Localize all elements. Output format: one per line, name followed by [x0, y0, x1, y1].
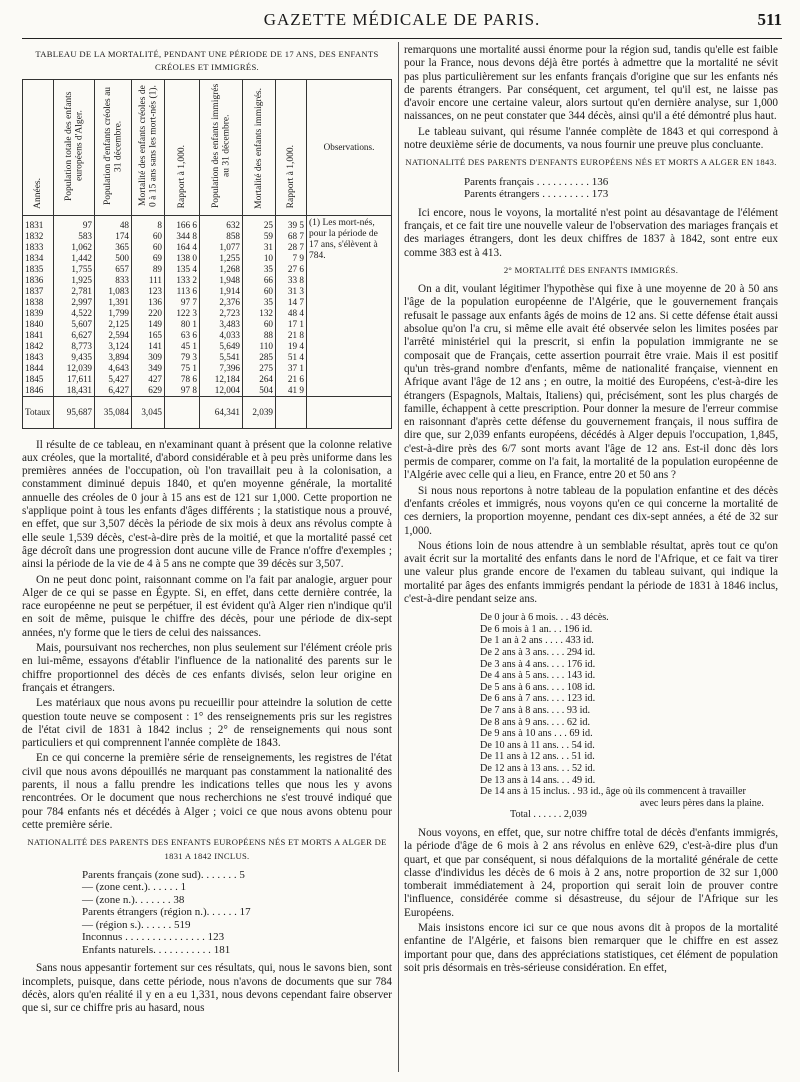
table-cell: 132: [243, 308, 276, 319]
total-cell: 95,687: [54, 396, 95, 428]
list-item: [464, 176, 778, 189]
col-header: [243, 79, 276, 215]
table-cell: 97 7: [165, 297, 200, 308]
list-item-label: — (région s.). . . . . .: [82, 918, 172, 931]
table-cell: 2,125: [95, 319, 132, 330]
mortality-table: [22, 79, 392, 429]
paragraph: remarquons une mortalité aussi énorme pour la région sud, tandis qu'elle est faible pour la France, nous devons déjà être portés à admettre que la mortalité ne sévit pas plus particulièrement sur les enfants français d'origine que sur les enfants nés de parents étrangers. Par conséquent, cet argument, tel qu'il est, ne laisse pas d'avoir encore une certaine valeur, alors surtout qu'en dernière analyse, sur 1,000 naissances, on ne peut constater que 344 décès, ainsi qu'il a été démontré plus haut.: [404, 44, 778, 123]
table-cell: 220: [132, 308, 165, 319]
table-caption: [22, 48, 392, 75]
table-cell: 35: [243, 297, 276, 308]
age-value: 69 id.: [566, 728, 593, 740]
table-cell: 78 6: [165, 374, 200, 385]
table-cell: 657: [95, 264, 132, 275]
table-cell: 264: [243, 374, 276, 385]
table-cell: 2,376: [200, 297, 243, 308]
paragraph: Ici encore, nous le voyons, la mortalité n'est point au désavantage de l'élément français, et ce fait tire une nouvelle valeur de l'observation des mariages français et des mariages étrangers, dont les deux chiffres de 1837 à 1842, sont entre eux comme 383 est à 413.: [404, 206, 778, 259]
table-cell: 309: [132, 352, 165, 363]
total-cell: [165, 396, 200, 428]
table-cell: 285: [243, 352, 276, 363]
table-cell: 1,799: [95, 308, 132, 319]
table-cell: 39 5: [276, 215, 307, 231]
list-item-value: 173: [588, 188, 609, 201]
list-item-value: 1: [177, 881, 187, 894]
table-cell: 41 9: [276, 385, 307, 397]
table-cell: 500: [95, 253, 132, 264]
right-column: [404, 44, 778, 977]
col-header-label: Années.: [32, 177, 43, 209]
table-cell: 141: [132, 341, 165, 352]
table-cell: 2,594: [95, 330, 132, 341]
paragraph: Les matériaux que nous avons pu recueillir pour atteindre la solution de cette question toute neuve se composent : 1° des renseignements pris sur les registres de l'état civil de 1831 à 1842 inclus ; 2° de renseignements qui nous sont particuliers et qui comprennent l'année complète de 1843.: [22, 697, 392, 750]
age-value: 54 id.: [569, 739, 595, 751]
table-cell: 833: [95, 275, 132, 286]
age-label: De 2 ans à 3 ans. . . .: [480, 647, 565, 659]
age-value: 108 id.: [564, 681, 596, 693]
table-cell: 858: [200, 231, 243, 242]
table-cell: 1,268: [200, 264, 243, 275]
table-cell: 1842: [23, 341, 54, 352]
age-note: avec leurs pères dans la plaine.: [640, 797, 764, 809]
nationality-list-1843: [464, 176, 778, 201]
table-cell: 1832: [23, 231, 54, 242]
table-cell: 1839: [23, 308, 54, 319]
table-cell: 17 1: [276, 319, 307, 330]
left-column: [22, 48, 392, 1017]
table-caption-line1: TABLEAU DE LA MORTALITÉ, PENDANT UNE PÉRIODE DE 17 ANS, DES ENFANTS: [35, 49, 379, 59]
table-cell: 123: [132, 286, 165, 297]
table-cell: 1,077: [200, 242, 243, 253]
table-cell: 427: [132, 374, 165, 385]
paragraph: Mais, poursuivant nos recherches, non plus seulement sur l'élément créole pris en lui-même, essayons d'établir l'influence de la nationalité des parents sur le chiffre proportionnel des décès de ces enfants divisés, selon leur origine en français et étrangers.: [22, 642, 392, 694]
table-cell: 19 4: [276, 341, 307, 352]
age-value: 49 id.: [569, 774, 596, 786]
table-cell: 4,033: [200, 330, 243, 341]
table-cell: 21 8: [276, 330, 307, 341]
age-row: [480, 647, 778, 659]
col-header: [132, 79, 165, 215]
table-cell: 1,914: [200, 286, 243, 297]
list-item: [464, 188, 778, 201]
total-cell: 64,341: [200, 396, 243, 428]
table-cell: 17,611: [54, 374, 95, 385]
table-cell: 88: [243, 330, 276, 341]
list-item-value: 5: [236, 868, 245, 881]
paragraph: Nous voyons, en effet, que, sur notre chiffre total de décès d'enfants immigrés, la période d'âge de 6 mois à 2 ans révolus en enlève 629, c'est-à-dire plus d'un quart, et que par conséquent, si nous défalquions de la mortalité générale de cette classe d'individus les décès de 6 mois à 2 ans, notre proportion de 32 sur 1,000 tomberait immédiatement à 24, proportion qui serait loin de prouver contre l'influence, considérée comme si désastreuse, du séjour de l'Afrique sur les Européens.: [404, 826, 778, 919]
col-header: [23, 79, 54, 215]
age-row: [480, 775, 778, 787]
age-row: [480, 786, 778, 798]
table-cell: 25: [243, 215, 276, 231]
age-label: De 12 ans à 13 ans. . .: [480, 763, 570, 774]
table-cell: 60: [132, 231, 165, 242]
paragraph: Si nous nous reportons à notre tableau de la population enfantine et des décès d'enfants créoles et immigrés, nous voyons qu'en ce qui concerne la mortalité de ces derniers, la proportion moyenne, pendant ces dix-sept années, a été de 32 sur 1,000.: [404, 484, 778, 537]
age-label: De 6 mois à 1 an. . .: [480, 623, 562, 635]
table-cell: 10: [243, 253, 276, 264]
table-cell: 1,062: [54, 242, 95, 253]
table-cell: 4,643: [95, 363, 132, 374]
table-cell: 37 1: [276, 363, 307, 374]
col-header: [276, 79, 307, 215]
totals-row: [23, 396, 392, 428]
age-label: De 11 ans à 12 ans. . .: [480, 751, 570, 763]
table-body: [23, 215, 392, 428]
nationality-list: [82, 869, 392, 957]
age-value: 93 id.: [564, 705, 591, 717]
age-value: 123 id.: [564, 693, 596, 705]
table-cell: 68 7: [276, 231, 307, 242]
age-row: [480, 624, 778, 636]
table-cell: 1834: [23, 253, 54, 264]
table-cell: 2,997: [54, 297, 95, 308]
table-cell: 4,522: [54, 308, 95, 319]
table-cell: 89: [132, 264, 165, 275]
table-cell: 344 8: [165, 231, 200, 242]
age-total: [510, 809, 778, 821]
table-cell: 1836: [23, 275, 54, 286]
table-cell: 5,649: [200, 341, 243, 352]
table-cell: 12,004: [200, 385, 243, 397]
table-cell: 60: [243, 286, 276, 297]
table-cell: 1843: [23, 352, 54, 363]
total-cell: 3,045: [132, 396, 165, 428]
paragraph: Mais insistons encore ici sur ce que nous avons dit à propos de la mortalité enfantine de l'Algérie, et faisons bien remarquer que le chiffre en est assez important pour que, dans des appréciations statistiques, cet élément de population soit pris désormais en très-sérieuse considération. En effet,: [404, 922, 778, 974]
col-header-label: Population des enfants immigrés au 31 décembre.: [210, 83, 231, 208]
paragraph: On ne peut donc point, raisonnant comme on l'a fait par analogie, arguer pour Alger de ce qui se passe en Égypte. Si, en effet, dans cette dernière contrée, la race européenne ne peut se perpétuer, il est évident qu'à Alger rien n'indique qu'il en soit de même, puisque le chiffre des décès, pour une période de dix-sept années, n'y forme que le tiers de celui des naissances.: [22, 573, 392, 639]
col-header-label: Population totale des enfants européens d'Alger.: [63, 90, 84, 201]
paragraph: On a dit, voulant légitimer l'hypothèse qui fixe à une moyenne de 20 à 50 ans l'âge de la population européenne de l'Algérie, que le gouvernement français refusait le passage aux enfants âgés de moins de 12 ans. Si cette défense était aussi absolue qu'on l'a cru, si même elle avait été observée selon les limites posées par l'arrêté ministériel qui la prescrit, si enfin la population immigrante ne se composait que de Français, cette assertion pourrait être vraie. Mais il est positif qu'un très-grand nombre d'enfants, même de nationalité française, viennent en Afrique avant l'âge de 12 ans ; en outre, la moitié des Européens, c'est-à-dire les étrangers (Espagnols, Maltais, Italiens) qui, précisément, sont les plus chargés de famille, échappent à cette prescription. Pour donner la mesure de l'erreur commise en raisonnant d'après cette défense du gouvernement français, il nous suffira de dire que, sur 2,039 enfants européens, décédés à Alger depuis l'occupation, 1,845, c'est-à-dire près des 6/7 sont morts avant l'âge de 12 ans. Est-il donc dès lors permis de comparer, comme on l'a fait, la mortalité de la population européenne de l'Algérie avec celle qui a lieu, en France, entre 20 et 50 ans ?: [404, 283, 778, 482]
list-item-label: Parents étrangers . . . . . . . . .: [464, 188, 589, 201]
table-cell: 174: [95, 231, 132, 242]
age-row: [480, 728, 778, 740]
paragraph: Sans nous appesantir fortement sur ces résultats, qui, nous le savons bien, sont incomplets, puisque, dans cette période, nous n'avons de documents que sur 784 décès, alors qu'en réalité il y en a eu 1,331, nous devons cependant faire observer que si, sur ce chiffre pris au hasard, nous: [22, 962, 392, 1015]
table-cell: 9,435: [54, 352, 95, 363]
table-caption-line2: CRÉOLES ET IMMIGRÉS.: [155, 62, 259, 73]
age-value: 143 id.: [564, 670, 596, 682]
age-value: 294 id.: [564, 647, 596, 659]
table-cell: 165: [132, 330, 165, 341]
table-cell: 14 7: [276, 297, 307, 308]
table-cell: 365: [95, 242, 132, 253]
table-cell: 12,184: [200, 374, 243, 385]
table-cell: 79 3: [165, 352, 200, 363]
list-item: [82, 919, 392, 932]
table-cell: 629: [132, 385, 165, 397]
table-cell: 3,124: [95, 341, 132, 352]
table-cell: 8: [132, 215, 165, 231]
table-cell: 1,925: [54, 275, 95, 286]
journal-title: GAZETTE MÉDICALE DE PARIS.: [263, 10, 541, 29]
table-cell: 136: [132, 297, 165, 308]
table-cell: 31 3: [276, 286, 307, 297]
table-cell: 97 8: [165, 385, 200, 397]
table-cell: 21 6: [276, 374, 307, 385]
table-cell: 1,948: [200, 275, 243, 286]
list-item-label: — (zone n.). . . . . . .: [82, 893, 171, 906]
table-cell: 60: [243, 319, 276, 330]
table-cell: 80 1: [165, 319, 200, 330]
age-row: [480, 693, 778, 705]
table-cell: 583: [54, 231, 95, 242]
list-item-value: 38: [170, 893, 185, 906]
table-cell: 1831: [23, 215, 54, 231]
table-cell: 6,627: [54, 330, 95, 341]
age-row: [480, 670, 778, 682]
table-cell: 275: [243, 363, 276, 374]
table-cell: 1,391: [95, 297, 132, 308]
table-cell: 135 4: [165, 264, 200, 275]
age-row: [480, 682, 778, 694]
page-header: [22, 10, 782, 40]
total-cell: 2,039: [243, 396, 276, 428]
section-heading: NATIONALITÉ DES PARENTS D'ENFANTS EUROPÉENS NÉS ET MORTS A ALGER EN 1843.: [405, 157, 777, 168]
age-value: 43 décès.: [568, 612, 609, 624]
table-cell: 1846: [23, 385, 54, 397]
age-row: [480, 659, 778, 671]
table-cell: 1,083: [95, 286, 132, 297]
table-cell: 349: [132, 363, 165, 374]
age-label: De 0 jour à 6 mois. . .: [480, 612, 569, 624]
age-total-value: 2,039: [561, 809, 587, 821]
age-total-label: Total . . . . . .: [510, 809, 562, 821]
age-label: De 7 ans à 8 ans. . . .: [480, 705, 565, 717]
age-row: [480, 705, 778, 717]
page-number: 511: [757, 10, 782, 29]
table-cell: 75 1: [165, 363, 200, 374]
list-item: [82, 869, 392, 882]
age-value: 62 id.: [564, 716, 591, 728]
age-label: De 9 ans à 10 ans . . .: [480, 728, 567, 740]
table-cell: 8,773: [54, 341, 95, 352]
table-cell: 59: [243, 231, 276, 242]
col-header-label: Mortalité des enfants immigrés.: [253, 87, 264, 209]
total-cell: 35,084: [95, 396, 132, 428]
age-row: [480, 740, 778, 752]
list-item: [82, 931, 392, 944]
paragraph: En ce qui concerne la première série de renseignements, les registres de l'état civil que nous avons dépouillés ne marquant pas constamment la nationalité des parents, il nous a fallu prendre les indications telles que nous les y avons rencontrées. Or le document que nous recherchions ne s'est trouvé indiqué que pour 784 enfants nés et décédés à Alger ; voici ce que nous avons obtenu pour cette première série.: [22, 752, 392, 831]
age-value: 433 id.: [562, 635, 594, 647]
list-item-label: Parents étrangers (région n.). . . . . .: [82, 906, 237, 919]
table-cell: 166 6: [165, 215, 200, 231]
age-row: [480, 635, 778, 647]
total-cell: [307, 396, 392, 428]
list-item: [82, 944, 392, 957]
col-header: [165, 79, 200, 215]
table-cell: 31: [243, 242, 276, 253]
age-label: De 13 ans à 14 ans. . .: [480, 774, 570, 786]
age-label: De 3 ans à 4 ans. . . .: [480, 658, 565, 670]
age-label: De 1 an à 2 ans . . . .: [480, 635, 563, 647]
col-header-label: Observations.: [323, 141, 375, 152]
table-cell: 2,781: [54, 286, 95, 297]
list-item-label: Parents français . . . . . . . . . .: [464, 175, 589, 188]
col-header-label: Rapport à 1,000.: [176, 145, 187, 209]
table-cell: 1840: [23, 319, 54, 330]
table-cell: 7,396: [200, 363, 243, 374]
table-cell: 48 4: [276, 308, 307, 319]
list-item-label: Parents français (zone sud). . . . . . .: [82, 868, 237, 881]
col-header-label: Rapport à 1,000.: [285, 145, 296, 209]
col-header-observations: [307, 79, 392, 215]
table-cell: 97: [54, 215, 95, 231]
table-cell: 1835: [23, 264, 54, 275]
age-mortality-list: [480, 612, 778, 821]
age-row: [480, 751, 778, 763]
age-value: 52 id.: [569, 763, 596, 774]
age-label: De 10 ans à 11 ans. . .: [480, 739, 570, 751]
section-heading: 2° MORTALITÉ DES ENFANTS IMMIGRÉS.: [503, 264, 679, 275]
section-heading: NATIONALITÉ DES PARENTS DES ENFANTS EUROPÉENS NÉS ET MORTS A ALGER DE 1831 A 1842 INCLUS.: [27, 837, 387, 861]
column-divider: [398, 42, 399, 1072]
list-item-value: 136: [588, 175, 609, 188]
table-cell: 3,483: [200, 319, 243, 330]
age-label: De 4 ans à 5 ans. . . .: [480, 670, 565, 682]
table-cell: 1838: [23, 297, 54, 308]
table-cell: 149: [132, 319, 165, 330]
table-cell: 133 2: [165, 275, 200, 286]
age-row: [480, 612, 778, 624]
table-cell: 3,894: [95, 352, 132, 363]
col-header: [200, 79, 243, 215]
list-item-value: 123: [204, 931, 225, 944]
col-header: [54, 79, 95, 215]
table-cell: 6,427: [95, 385, 132, 397]
table-cell: 7 9: [276, 253, 307, 264]
age-value: 93 id., âge où ils commencent à travailler: [575, 786, 746, 798]
age-value: 196 id.: [561, 623, 593, 635]
col-header-label: Population d'enfants créoles au 31 décembre.: [102, 86, 123, 205]
list-item: [82, 894, 392, 907]
table-cell: 1,755: [54, 264, 95, 275]
table-cell: 27 6: [276, 264, 307, 275]
col-header-label: Mortalité des enfants créoles de 0 à 15 ans sans les mort-nés (1).: [137, 84, 158, 207]
table-cell: 33 8: [276, 275, 307, 286]
table-cell: 110: [243, 341, 276, 352]
table-cell: 111: [132, 275, 165, 286]
left-text: [22, 439, 392, 1016]
col-header: [95, 79, 132, 215]
table-cell: 1,442: [54, 253, 95, 264]
total-cell: Totaux: [23, 396, 54, 428]
age-label: De 14 ans à 15 inclus. .: [480, 786, 576, 798]
list-item-label: Enfants naturels. . . . . . . . . . .: [82, 943, 211, 956]
table-row: [23, 215, 392, 231]
age-label: De 5 ans à 6 ans. . . .: [480, 681, 565, 693]
table-cell: 122 3: [165, 308, 200, 319]
table-cell: 5,541: [200, 352, 243, 363]
list-item-label: — (zone cent.). . . . . .: [82, 881, 178, 894]
table-cell: 5,607: [54, 319, 95, 330]
table-cell: 28 7: [276, 242, 307, 253]
table-cell: 504: [243, 385, 276, 397]
age-value: 176 id.: [564, 658, 596, 670]
table-cell: 138 0: [165, 253, 200, 264]
paragraph: Nous étions loin de nous attendre à un semblable résultat, après tout ce qu'on avait écrit sur la mortalité des enfants dans le nord de l'Afrique, et ce fait va tirer une valeur plus grande encore de l'examen du tableau suivant, qui indique la mortalité par âges des enfants immigrés pendant la période de 1831 à 1846 inclus, c'est-à-dire pendant seize ans.: [404, 539, 778, 605]
paragraph: Il résulte de ce tableau, en n'examinant quant à présent que la colonne relative aux créoles, que la mortalité, d'abord considérable et à peu près uniforme dans les premières années de l'occupation, où l'on travaillait peu à la colonisation, a constamment diminué depuis 1840, et qu'en moyenne générale, la mortalité annuelle des créoles de 0 jour à 15 ans est de 121 sur 1,000. Cette proportion ne s'applique point à tous les enfants d'âges différents ; la statistique nous a prouvé, en effet, que sur 3,507 décès la période de six mois à deux ans révolus compte à elle seule 1,539 décès, c'est-à-dire près de la moitié, et que la mortalité passé cet âge décroît dans une progression dont aucune ville de France n'offre d'exemples ; ainsi la période de la vie de 4 à 5 ans ne compte que 39 décès sur 3,507.: [22, 438, 392, 571]
list-item-value: 181: [210, 943, 231, 956]
age-label: De 6 ans à 7 ans. . . .: [480, 693, 565, 705]
table-cell: 1837: [23, 286, 54, 297]
age-row: [480, 763, 778, 775]
table-cell: 113 6: [165, 286, 200, 297]
observation-note: (1) Les mort-nés, pour la période de 17 ans, s'élèvent à 784.: [307, 215, 392, 396]
list-item-value: 519: [171, 918, 191, 931]
table-cell: 12,039: [54, 363, 95, 374]
table-cell: 2,723: [200, 308, 243, 319]
list-item-value: 17: [236, 906, 251, 919]
table-cell: 63 6: [165, 330, 200, 341]
list-item-label: Inconnus . . . . . . . . . . . . . . .: [82, 931, 205, 944]
paragraph: Le tableau suivant, qui résume l'année complète de 1843 et qui correspond à notre deuxième série de documents, va nous fournir une preuve plus concluante.: [404, 125, 778, 152]
table-cell: 66: [243, 275, 276, 286]
table-cell: 5,427: [95, 374, 132, 385]
list-item: [82, 906, 392, 919]
table-cell: 18,431: [54, 385, 95, 397]
age-label: De 8 ans à 9 ans. . . .: [480, 716, 565, 728]
table-cell: 69: [132, 253, 165, 264]
table-cell: 1833: [23, 242, 54, 253]
table-cell: 60: [132, 242, 165, 253]
table-cell: 164 4: [165, 242, 200, 253]
age-value: 51 id.: [569, 751, 595, 763]
table-cell: 45 1: [165, 341, 200, 352]
table-cell: 51 4: [276, 352, 307, 363]
table-cell: 48: [95, 215, 132, 231]
age-row: [480, 717, 778, 729]
table-cell: 1841: [23, 330, 54, 341]
table-cell: 35: [243, 264, 276, 275]
table-cell: 1845: [23, 374, 54, 385]
table-cell: 1844: [23, 363, 54, 374]
table-cell: 632: [200, 215, 243, 231]
header-rule: [22, 38, 782, 39]
total-cell: [276, 396, 307, 428]
table-cell: 1,255: [200, 253, 243, 264]
list-item: [82, 881, 392, 894]
